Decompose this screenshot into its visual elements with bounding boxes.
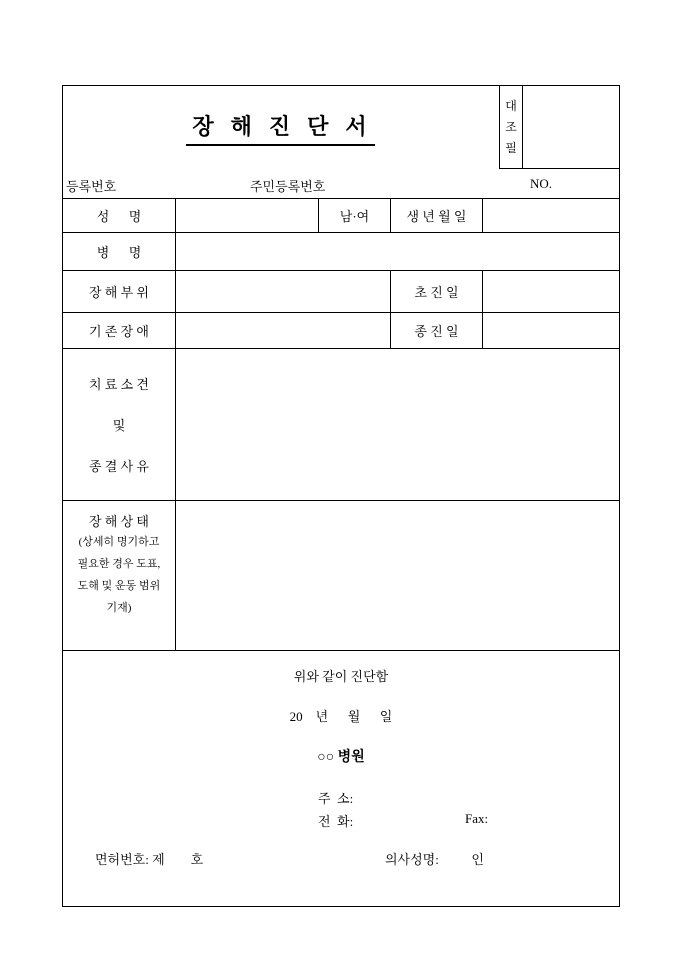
disability-state-note-line: 필요한 경우 도표,: [77, 558, 161, 570]
treatment-label-line: 및: [112, 418, 126, 433]
hospital-name: ○○ 병원: [317, 750, 365, 765]
disability-state-label: 장 해 상 태: [89, 514, 149, 529]
meta-row: [63, 170, 619, 199]
address-label: 주 소:: [318, 791, 354, 806]
disability-state-note-line: 기재): [106, 602, 132, 614]
fax-label: Fax:: [465, 811, 489, 826]
treatment-opinion-value-cell[interactable]: [176, 349, 619, 500]
gender-cell[interactable]: 남·여: [319, 199, 391, 232]
first-exam-label-cell: 초 진 일: [391, 271, 483, 312]
disability-state-note-line: 도해 및 운동 범위: [77, 580, 161, 592]
disability-area-label-cell: 장 해 부 위: [63, 271, 176, 312]
treatment-opinion-label-cell: [63, 349, 176, 500]
registration-no-label: 등록번호: [66, 179, 117, 194]
table-row-disability-state: [63, 501, 619, 651]
table-row-treatment-opinion: [63, 349, 619, 501]
disability-state-value-cell[interactable]: [176, 501, 619, 650]
phone-label: 전 화:: [318, 814, 354, 829]
final-exam-value-cell[interactable]: [483, 313, 619, 348]
diagnosis-statement: 위와 같이 진단함: [293, 669, 389, 684]
name-label-cell: 성 명: [63, 199, 176, 232]
birthdate-label-cell: 생 년 월 일: [391, 199, 483, 232]
treatment-label-line: 종 결 사 유: [89, 459, 149, 474]
stamp-area[interactable]: [523, 86, 619, 168]
date-line: 20 년 월 일: [289, 709, 393, 724]
stamp-label-char: 대: [505, 98, 517, 113]
stamp-box-label: [500, 86, 523, 168]
stamp-label-char: 필: [505, 140, 517, 155]
first-exam-value-cell[interactable]: [483, 271, 619, 312]
table-row-disease: [63, 233, 619, 271]
table-row-disability-area: [63, 271, 619, 313]
license-number-line: 면허번호: 제 호: [95, 852, 204, 867]
no-label: NO.: [530, 176, 553, 191]
stamp-label-char: 조: [505, 119, 517, 134]
final-exam-label-cell: 종 진 일: [391, 313, 483, 348]
disease-value-cell[interactable]: [176, 233, 619, 270]
verification-stamp-box: [499, 86, 619, 169]
form-header: [63, 86, 619, 170]
title-wrap: [63, 110, 498, 146]
disability-state-label-cell: [63, 501, 176, 650]
birthdate-value-cell[interactable]: [483, 199, 619, 232]
resident-no-label: 주민등록번호: [250, 179, 326, 194]
disability-area-value-cell[interactable]: [176, 271, 391, 312]
form-border: [62, 85, 620, 907]
table-row-name: [63, 199, 619, 233]
treatment-label-line: 치 료 소 견: [89, 377, 149, 392]
form-title: 장 해 진 단 서: [186, 110, 374, 146]
existing-disability-value-cell[interactable]: [176, 313, 391, 348]
doctor-name-line: 의사성명: 인: [385, 852, 484, 867]
disease-label-cell: 병 명: [63, 233, 176, 270]
footer-section: [63, 651, 619, 904]
table-row-existing-disability: [63, 313, 619, 349]
disability-state-note-line: (상세히 명기하고: [78, 536, 160, 548]
existing-disability-label-cell: 기 존 장 애: [63, 313, 176, 348]
name-value-cell[interactable]: [176, 199, 319, 232]
